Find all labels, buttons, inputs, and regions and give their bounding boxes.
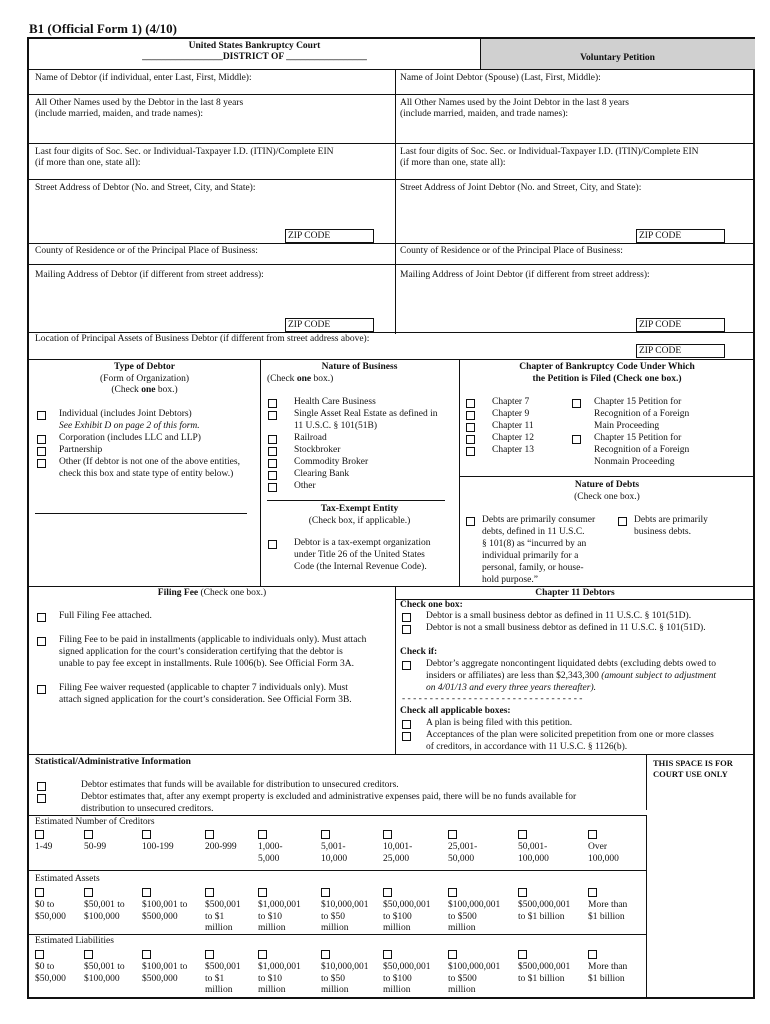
creditors-option-6-checkbox[interactable]	[383, 830, 392, 839]
assets-option-2-checkbox[interactable]	[142, 888, 151, 897]
liabilities-option-6-checkbox[interactable]	[383, 950, 392, 959]
railroad-checkbox[interactable]	[268, 435, 277, 444]
creditors-option-7-checkbox[interactable]	[448, 830, 457, 839]
joint-other-names-label-2: (include married, maiden, and trade names):	[400, 109, 569, 119]
installments-checkbox[interactable]	[37, 637, 46, 646]
liabilities-option-4-label: million	[258, 985, 286, 995]
liabilities-option-4-label: $1,000,001	[258, 962, 301, 972]
consumer-debts-line-2: debts, defined in 11 U.S.C.	[482, 527, 585, 537]
chapter-13-label: Chapter 13	[492, 445, 534, 455]
check-if-label: Check if:	[400, 647, 438, 657]
liabilities-option-2-label: $100,001 to	[142, 962, 188, 972]
chapter-7-checkbox[interactable]	[466, 399, 475, 408]
filing-fee-title: Filing Fee (Check one box.)	[157, 588, 267, 598]
liabilities-option-4-checkbox[interactable]	[258, 950, 267, 959]
debtor-street-label: Street Address of Debtor (No. and Street, City, and State):	[35, 183, 256, 193]
creditors-option-4-label: 1,000-	[258, 842, 283, 852]
debtor-street-zip-field[interactable]: ZIP CODE	[285, 229, 374, 243]
health-care-label: Health Care Business	[294, 397, 376, 407]
liabilities-label: Estimated Liabilities	[35, 936, 114, 946]
debtor-ssn-label-1: Last four digits of Soc. Sec. or Individual-Taxpayer I.D. (ITIN)/Complete EIN	[35, 147, 334, 157]
chapter-title-1: Chapter of Bankruptcy Code Under Which	[519, 362, 695, 372]
assets-option-1-checkbox[interactable]	[84, 888, 93, 897]
consumer-debts-line-6: hold purpose.”	[482, 575, 538, 585]
liabilities-option-2-checkbox[interactable]	[142, 950, 151, 959]
small-business-checkbox[interactable]	[402, 613, 411, 622]
joint-ssn-label-1: Last four digits of Soc. Sec. or Individual-Taxpayer I.D. (ITIN)/Complete EIN	[400, 147, 699, 157]
liabilities-option-8-label: to $1 billion	[518, 973, 565, 984]
liabilities-option-5-label: million	[321, 985, 349, 995]
statistical-title: Statistical/Administrative Information	[35, 757, 191, 767]
assets-option-7-label: to $500	[448, 911, 477, 922]
assets-option-2-label: $100,001 to	[142, 900, 188, 910]
joint-ssn-label-2: (if more than one, state all):	[400, 158, 506, 168]
assets-option-6-label: $50,000,001	[383, 900, 431, 910]
location-assets-label: Location of Principal Assets of Business Debtor (if different from street address above):	[35, 334, 370, 344]
assets-option-2-label: $500,000	[142, 911, 178, 922]
liabilities-option-0-checkbox[interactable]	[35, 950, 44, 959]
exhibit-d-note: See Exhibit D on page 2 of this form.	[59, 421, 200, 431]
tax-exempt-line-1: Debtor is a tax-exempt organization	[294, 538, 431, 548]
liabilities-option-8-checkbox[interactable]	[518, 950, 527, 959]
nature-of-debts-sub: (Check one box.)	[574, 492, 640, 502]
creditors-option-9-label: Over	[588, 842, 607, 852]
aggregate-debts-line-2: insiders or affiliates) are less than $2,343,300 (amount subject to adjustment	[426, 671, 717, 681]
corporation-label: Corporation (includes LLC and LLP)	[59, 433, 201, 443]
creditors-option-6-label: 25,000	[383, 853, 410, 864]
entity-type-line[interactable]	[35, 513, 247, 514]
waiver-line-2: attach signed application for the court’s consideration. See Official Form 3B.	[59, 695, 352, 705]
creditors-option-7-label: 25,001-	[448, 842, 478, 852]
tax-exempt-checkbox[interactable]	[268, 540, 277, 549]
assets-option-9-label: More than	[588, 900, 628, 910]
creditors-option-5-checkbox[interactable]	[321, 830, 330, 839]
chapter-11-label: Chapter 11	[492, 421, 534, 431]
assets-option-8-label: $500,000,001	[518, 900, 571, 910]
liabilities-option-9-checkbox[interactable]	[588, 950, 597, 959]
chapter-9-label: Chapter 9	[492, 409, 530, 419]
no-funds-line-1: Debtor estimates that, after any exempt property is excluded and administrative expenses paid, there will be no funds available for	[81, 792, 577, 802]
assets-option-5-checkbox[interactable]	[321, 888, 330, 897]
commodity-broker-label: Commodity Broker	[294, 457, 369, 467]
liabilities-option-9-label: $1 billion	[588, 973, 625, 984]
assets-option-1-label: $100,000	[84, 911, 120, 922]
chapter-15-nonmain-checkbox[interactable]	[572, 435, 581, 444]
creditors-option-1-label: 50-99	[84, 842, 107, 852]
liabilities-option-7-label: million	[448, 985, 476, 995]
other-entity-label-2: check this box and state type of entity below.)	[59, 469, 234, 479]
assets-option-4-label: million	[258, 923, 286, 933]
joint-mailing-label: Mailing Address of Joint Debtor (if different from street address):	[400, 270, 650, 280]
debtor-mailing-zip-field[interactable]: ZIP CODE	[285, 318, 374, 332]
liabilities-option-3-label: to $1	[205, 973, 225, 984]
liabilities-option-7-label: $100,000,001	[448, 962, 501, 972]
assets-option-8-label: to $1 billion	[518, 911, 565, 922]
voluntary-petition-form	[27, 37, 755, 999]
petition-title: Voluntary Petition	[580, 53, 655, 63]
waiver-line-1: Filing Fee waiver requested (applicable to chapter 7 individuals only). Must	[59, 683, 348, 693]
assets-option-7-label: $100,000,001	[448, 900, 501, 910]
business-debts-line-1: Debts are primarily	[634, 515, 708, 525]
liabilities-option-3-label: $500,001	[205, 962, 241, 972]
funds-available-checkbox[interactable]	[37, 782, 46, 791]
commodity-broker-checkbox[interactable]	[268, 459, 277, 468]
chapter-title-2: the Petition is Filed (Check one box.)	[532, 374, 682, 384]
type-of-debtor-sub2: (Check one box.)	[111, 385, 178, 395]
acceptances-line-1: Acceptances of the plan were solicited prepetition from one or more classes	[426, 730, 714, 740]
other-business-label: Other	[294, 481, 316, 491]
liabilities-option-1-label: $50,001 to	[84, 962, 125, 972]
partnership-checkbox[interactable]	[37, 447, 46, 456]
creditors-option-8-label: 100,000	[518, 853, 549, 864]
creditors-label: Estimated Number of Creditors	[35, 817, 155, 827]
creditors-option-5-label: 10,000	[321, 853, 348, 864]
joint-street-label: Street Address of Joint Debtor (No. and Street, City, and State):	[400, 183, 642, 193]
individual-label: Individual (includes Joint Debtors)	[59, 409, 192, 419]
business-debts-checkbox[interactable]	[618, 517, 627, 526]
assets-option-4-label: to $10	[258, 911, 283, 922]
plan-filed-checkbox[interactable]	[402, 720, 411, 729]
chapter-15-nonmain-label-2: Recognition of a Foreign	[594, 445, 690, 455]
creditors-option-9-checkbox[interactable]	[588, 830, 597, 839]
court-name: United States Bankruptcy Court	[188, 41, 321, 51]
partnership-label: Partnership	[59, 445, 103, 455]
assets-option-0-label: $0 to	[35, 900, 55, 910]
liabilities-option-3-label: million	[205, 985, 233, 995]
nature-of-business-title: Nature of Business	[321, 362, 398, 372]
not-small-business-label: Debtor is not a small business debtor as defined in 11 U.S.C. § 101(51D).	[426, 623, 706, 633]
assets-option-3-label: million	[205, 923, 233, 933]
assets-option-7-label: million	[448, 923, 476, 933]
liabilities-option-0-label: $0 to	[35, 962, 55, 972]
chapter-15-nonmain-label-1: Chapter 15 Petition for	[594, 433, 682, 443]
chapter11-title: Chapter 11 Debtors	[535, 588, 615, 598]
chapter-15-main-label-3: Main Proceeding	[594, 421, 660, 431]
liabilities-option-9-label: More than	[588, 962, 628, 972]
stockbroker-label: Stockbroker	[294, 445, 341, 455]
check-all-label: Check all applicable boxes:	[400, 706, 511, 716]
single-asset-label-1: Single Asset Real Estate as defined in	[294, 409, 438, 419]
installments-line-3: unable to pay fee except in installments. Rule 1006(b). See Official Form 3A.	[59, 659, 355, 669]
installments-line-1: Filing Fee to be paid in installments (applicable to individuals only). Must attach	[59, 635, 367, 645]
single-asset-label-2: 11 U.S.C. § 101(51B)	[294, 421, 378, 431]
assets-option-3-label: to $1	[205, 911, 225, 922]
aggregate-debts-line-3: on 4/01/13 and every three years thereafter).	[426, 683, 596, 693]
liabilities-option-0-label: $50,000	[35, 973, 66, 984]
assets-option-6-checkbox[interactable]	[383, 888, 392, 897]
assets-option-3-label: $500,001	[205, 900, 241, 910]
liabilities-option-6-label: to $100	[383, 973, 412, 984]
creditors-option-4-checkbox[interactable]	[258, 830, 267, 839]
creditors-option-6-label: 10,001-	[383, 842, 413, 852]
assets-option-5-label: $10,000,001	[321, 900, 369, 910]
liabilities-option-1-label: $100,000	[84, 973, 120, 984]
not-small-business-checkbox[interactable]	[402, 625, 411, 634]
acceptances-checkbox[interactable]	[402, 732, 411, 741]
chapter-15-main-checkbox[interactable]	[572, 399, 581, 408]
assets-option-6-label: million	[383, 923, 411, 933]
single-asset-checkbox[interactable]	[268, 411, 277, 420]
debtor-other-names-label-2: (include married, maiden, and trade names):	[35, 109, 204, 119]
assets-option-9-label: $1 billion	[588, 911, 625, 922]
tax-exempt-line-3: Code (the Internal Revenue Code).	[294, 562, 427, 572]
plan-filed-label: A plan is being filed with this petition.	[426, 718, 573, 728]
acceptances-line-2: of creditors, in accordance with 11 U.S.C. § 1126(b).	[426, 742, 628, 752]
court-use-label-2: COURT USE ONLY	[653, 769, 728, 779]
liabilities-option-3-checkbox[interactable]	[205, 950, 214, 959]
liabilities-option-6-label: $50,000,001	[383, 962, 431, 972]
corporation-checkbox[interactable]	[37, 435, 46, 444]
chapter-12-label: Chapter 12	[492, 433, 534, 443]
consumer-debts-checkbox[interactable]	[466, 517, 475, 526]
location-zip-field[interactable]: ZIP CODE	[636, 344, 725, 358]
nature-of-business-sub: (Check one box.)	[267, 374, 334, 384]
joint-county-label: County of Residence or of the Principal Place of Business:	[400, 246, 623, 256]
other-business-checkbox[interactable]	[268, 483, 277, 492]
other-entity-checkbox[interactable]	[37, 459, 46, 468]
liabilities-option-5-label: to $50	[321, 973, 346, 984]
creditors-option-8-label: 50,001-	[518, 842, 548, 852]
joint-street-zip-field[interactable]: ZIP CODE	[636, 229, 725, 243]
consumer-debts-line-3: § 101(8) as “incurred by an	[482, 539, 587, 549]
type-of-debtor-sub1: (Form of Organization)	[100, 374, 189, 384]
creditors-option-2-checkbox[interactable]	[142, 830, 151, 839]
clearing-bank-label: Clearing Bank	[294, 469, 350, 479]
funds-available-label: Debtor estimates that funds will be available for distribution to unsecured creditors.	[81, 780, 399, 790]
debtor-mailing-label: Mailing Address of Debtor (if different from street address):	[35, 270, 264, 280]
chapter-11-checkbox[interactable]	[466, 423, 475, 432]
other-entity-label-1: Other (If debtor is not one of the above entities,	[59, 457, 240, 467]
form-title: B1 (Official Form 1) (4/10)	[29, 21, 178, 36]
liabilities-option-6-label: million	[383, 985, 411, 995]
creditors-option-2-label: 100-199	[142, 842, 174, 852]
liabilities-option-7-label: to $500	[448, 973, 477, 984]
chapter-15-main-label-1: Chapter 15 Petition for	[594, 397, 682, 407]
liabilities-option-7-checkbox[interactable]	[448, 950, 457, 959]
no-funds-line-2: distribution to unsecured creditors.	[81, 804, 214, 814]
creditors-option-5-label: 5,001-	[321, 842, 346, 852]
tax-exempt-sub: (Check box, if applicable.)	[308, 516, 411, 526]
no-funds-checkbox[interactable]	[37, 794, 46, 803]
assets-option-3-checkbox[interactable]	[205, 888, 214, 897]
assets-option-8-checkbox[interactable]	[518, 888, 527, 897]
check-one-label: Check one box:	[400, 600, 463, 610]
business-debts-line-2: business debts.	[634, 527, 691, 537]
assets-option-9-checkbox[interactable]	[588, 888, 597, 897]
joint-name-label: Name of Joint Debtor (Spouse) (Last, First, Middle):	[400, 73, 601, 83]
assets-option-5-label: to $50	[321, 911, 346, 922]
liabilities-option-8-label: $500,000,001	[518, 962, 571, 972]
installments-line-2: signed application for the court’s consideration certifying that the debtor is	[59, 647, 343, 657]
chapter-7-label: Chapter 7	[492, 397, 530, 407]
full-fee-label: Full Filing Fee attached.	[59, 611, 152, 621]
debtor-county-label: County of Residence or of the Principal Place of Business:	[35, 246, 258, 256]
assets-option-6-label: to $100	[383, 911, 412, 922]
consumer-debts-line-1: Debts are primarily consumer	[482, 515, 596, 525]
type-of-debtor-title: Type of Debtor	[113, 362, 176, 372]
joint-mailing-zip-field[interactable]: ZIP CODE	[636, 318, 725, 332]
full-fee-checkbox[interactable]	[37, 613, 46, 622]
health-care-checkbox[interactable]	[268, 399, 277, 408]
district-line: _________________DISTRICT OF _________________	[142, 52, 367, 62]
nature-of-debts-title: Nature of Debts	[574, 480, 640, 490]
assets-option-1-label: $50,001 to	[84, 900, 125, 910]
chapter-12-checkbox[interactable]	[466, 435, 475, 444]
clearing-bank-checkbox[interactable]	[268, 471, 277, 480]
railroad-label: Railroad	[294, 433, 327, 443]
creditors-option-1-checkbox[interactable]	[84, 830, 93, 839]
creditors-option-3-label: 200-999	[205, 842, 237, 852]
consumer-debts-line-5: personal, family, or house-	[482, 563, 584, 573]
consumer-debts-line-4: individual primarily for a	[482, 551, 579, 561]
debtor-name-label: Name of Debtor (if individual, enter Last, First, Middle):	[35, 73, 252, 83]
creditors-option-3-checkbox[interactable]	[205, 830, 214, 839]
creditors-option-0-label: 1-49	[35, 842, 53, 852]
waiver-checkbox[interactable]	[37, 685, 46, 694]
chapter-15-main-label-2: Recognition of a Foreign	[594, 409, 690, 419]
creditors-option-9-label: 100,000	[588, 853, 619, 864]
creditors-option-7-label: 50,000	[448, 853, 475, 864]
liabilities-option-1-checkbox[interactable]	[84, 950, 93, 959]
dashed-separator: - - - - - - - - - - - - - - - - - - - - - - - - - - - - - - - - -	[402, 694, 583, 704]
assets-option-4-label: $1,000,001	[258, 900, 301, 910]
assets-option-7-checkbox[interactable]	[448, 888, 457, 897]
tax-exempt-title: Tax-Exempt Entity	[320, 504, 399, 514]
creditors-option-0-checkbox[interactable]	[35, 830, 44, 839]
aggregate-debts-checkbox[interactable]	[402, 661, 411, 670]
aggregate-debts-line-1: Debtor’s aggregate noncontingent liquidated debts (excluding debts owed to	[426, 659, 717, 669]
assets-option-5-label: million	[321, 923, 349, 933]
creditors-option-8-checkbox[interactable]	[518, 830, 527, 839]
assets-option-0-checkbox[interactable]	[35, 888, 44, 897]
small-business-label: Debtor is a small business debtor as defined in 11 U.S.C. § 101(51D).	[426, 611, 692, 621]
individual-checkbox[interactable]	[37, 411, 46, 420]
liabilities-option-4-label: to $10	[258, 973, 283, 984]
stockbroker-checkbox[interactable]	[268, 447, 277, 456]
joint-other-names-label-1: All Other Names used by the Joint Debtor in the last 8 years	[400, 98, 630, 108]
liabilities-option-5-checkbox[interactable]	[321, 950, 330, 959]
liabilities-option-2-label: $500,000	[142, 973, 178, 984]
court-use-label-1: THIS SPACE IS FOR	[653, 758, 733, 768]
debtor-ssn-label-2: (if more than one, state all):	[35, 158, 141, 168]
liabilities-option-5-label: $10,000,001	[321, 962, 369, 972]
tax-exempt-line-2: under Title 26 of the United States	[294, 550, 425, 560]
chapter-13-checkbox[interactable]	[466, 447, 475, 456]
assets-label: Estimated Assets	[35, 874, 100, 884]
chapter-15-nonmain-label-3: Nonmain Proceeding	[594, 457, 675, 467]
assets-option-4-checkbox[interactable]	[258, 888, 267, 897]
debtor-other-names-label-1: All Other Names used by the Debtor in the last 8 years	[35, 98, 244, 108]
creditors-option-4-label: 5,000	[258, 853, 280, 864]
chapter-9-checkbox[interactable]	[466, 411, 475, 420]
assets-option-0-label: $50,000	[35, 911, 66, 922]
